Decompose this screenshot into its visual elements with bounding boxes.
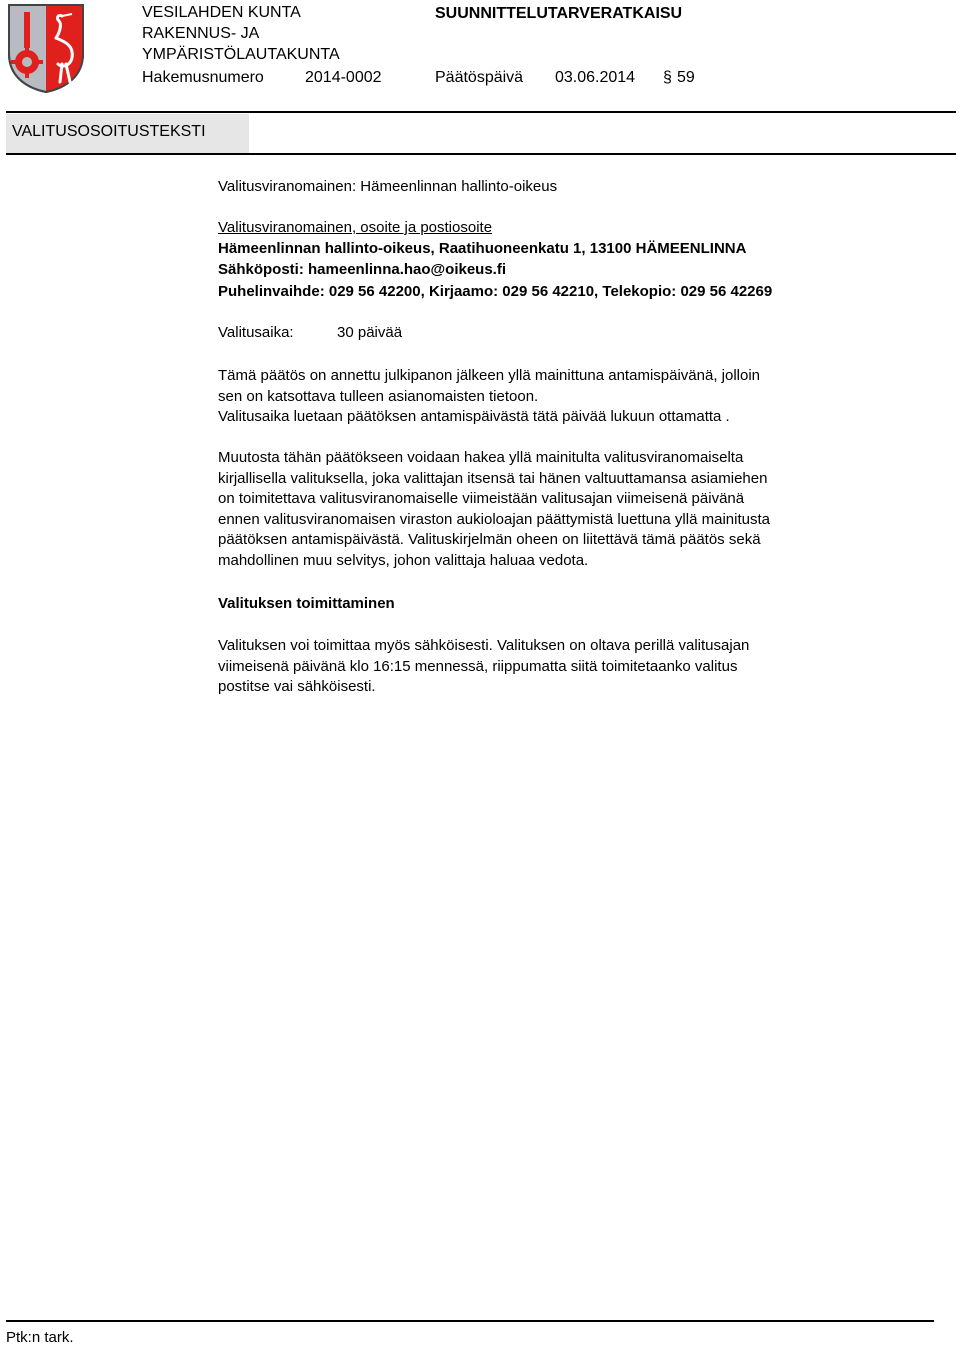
document-type: SUUNNITTELUTARVERATKAISU: [435, 5, 683, 22]
appeal-period-label: Valitusaika:: [218, 324, 294, 341]
paragraph-line: on toimitettava valitusviranomaiselle viimeistään valitusajan viimeisenä päivänä: [218, 490, 745, 508]
delivery-heading: Valituksen toimittaminen: [218, 595, 395, 612]
header-rule-top: [6, 111, 956, 113]
paragraph-line: Muutosta tähän päätökseen voidaan hakea yllä mainitulta valitusviranomaiselta: [218, 449, 744, 466]
paragraph-line: Tämä päätös on annettu julkipanon jälkeen yllä mainittuna antamispäivänä, jolloin: [218, 367, 761, 384]
decision-date-label: Päätöspäivä: [435, 69, 524, 86]
application-number: 2014-0002: [305, 69, 382, 86]
paragraph-line: mahdollinen muu selvitys, johon valittaja haluaa vedota.: [218, 551, 589, 569]
paragraph-line: Valituksen voi toimittaa myös sähköisesti. Valituksen on oltava perillä valitusajan: [218, 637, 750, 654]
section-title: VALITUSOSOITUSTEKSTI: [12, 123, 206, 140]
paragraph-delivery: [218, 636, 828, 698]
board-name-line1: RAKENNUS- JA: [142, 25, 260, 42]
footer-checker-label: Ptk:n tark.: [6, 1329, 74, 1346]
authority-email: Sähköposti: hameenlinna.hao@oikeus.fi: [218, 261, 507, 278]
paragraph-line: ennen valitusviranomaisen viraston aukioloajan päättymistä luettuna yllä mainitusta: [218, 510, 770, 528]
authority-address: Hämeenlinnan hallinto-oikeus, Raatihuoneenkatu 1, 13100 HÄMEENLINNA: [218, 240, 747, 257]
paragraph-line: viimeisenä päivänä klo 16:15 mennessä, riippumatta siitä toimitetaanko valitus: [218, 657, 738, 675]
application-number-label: Hakemusnumero: [142, 69, 264, 86]
paragraph-line: päätöksen antamispäivästä. Valituskirjelmän oheen on liitettävä tämä päätös sekä: [218, 531, 761, 549]
address-heading: Valitusviranomainen, osoite ja postiosoite: [218, 219, 493, 236]
board-name-line2: YMPÄRISTÖLAUTAKUNTA: [142, 46, 340, 63]
section-number: 59: [677, 69, 695, 86]
authority-line: Valitusviranomainen: Hämeenlinnan hallinto-oikeus: [218, 178, 558, 195]
appeal-period-value: 30 päivää: [337, 324, 403, 341]
paragraph-line: kirjallisella valituksella, joka valittajan itsensä tai hänen valtuuttamansa asiamiehen: [218, 469, 768, 487]
paragraph-decision-notice: [218, 366, 828, 428]
paragraph-line: Valitusaika luetaan päätöksen antamispäivästä tätä päivää lukuun ottamatta .: [218, 408, 730, 426]
coat-of-arms-logo: [6, 2, 86, 94]
header-rule-bottom: [6, 153, 956, 155]
municipality-name: VESILAHDEN KUNTA: [142, 4, 301, 21]
section-sign: §: [663, 69, 672, 86]
section-title-bar: [6, 114, 249, 153]
paragraph-appeal-instructions: [218, 448, 828, 572]
paragraph-line: sen on katsottava tulleen asianomaisten tietoon.: [218, 387, 539, 405]
authority-phones: Puhelinvaihde: 029 56 42200, Kirjaamo: 029 56 42210, Telekopio: 029 56 42269: [218, 283, 773, 300]
paragraph-line: postitse vai sähköisesti.: [218, 678, 376, 696]
footer-rule: [6, 1320, 934, 1322]
decision-date: 03.06.2014: [555, 69, 636, 86]
